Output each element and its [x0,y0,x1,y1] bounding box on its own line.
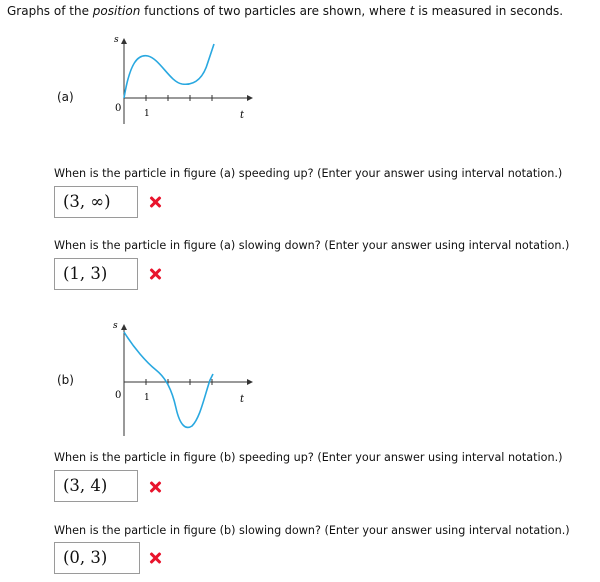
figure-a-tick-label: 1 [144,109,150,119]
figure-a-s-arrow [121,38,127,44]
question-2-answer-input[interactable]: (1, 3) [54,258,138,290]
figure-a-label: (a) [57,90,74,104]
question-3-incorrect-icon [149,481,161,493]
figure-a-t-label: t [240,110,245,121]
figure-a-curve [124,44,214,98]
figure-a-origin-label: 0 [115,103,122,114]
figure-b-graph [100,318,260,440]
question-4-incorrect-icon [149,552,161,564]
question-2-prompt: When is the particle in figure (a) slowing down? (Enter your answer using interval notation.) [54,239,570,252]
figure-a-s-label: s [114,35,119,45]
figure-b-t-label: t [240,394,245,405]
intro-text: Graphs of the position functions of two particles are shown, where t is measured in seconds. [7,4,564,18]
question-2-incorrect-icon [149,268,161,280]
figure-b-s-label: s [113,321,118,331]
figure-a-t-arrow [247,95,253,101]
question-3-prompt: When is the particle in figure (b) speeding up? (Enter your answer using interval notation.) [54,451,563,464]
question-1-answer-input[interactable]: (3, ∞) [54,186,138,218]
figure-b-tick-label: 1 [144,393,150,403]
figure-b-label: (b) [57,373,74,387]
figure-a-graph [100,32,260,132]
question-4-prompt: When is the particle in figure (b) slowing down? (Enter your answer using interval notation.) [54,524,570,537]
question-4-answer-input[interactable]: (0, 3) [54,542,140,574]
figure-b-s-arrow [121,324,127,330]
question-3-answer-input[interactable]: (3, 4) [54,470,138,502]
question-1-incorrect-icon [149,196,161,208]
figure-b-origin-label: 0 [115,390,122,401]
question-1-prompt: When is the particle in figure (a) speeding up? (Enter your answer using interval notation.) [54,167,563,180]
figure-b-t-arrow [247,379,253,385]
